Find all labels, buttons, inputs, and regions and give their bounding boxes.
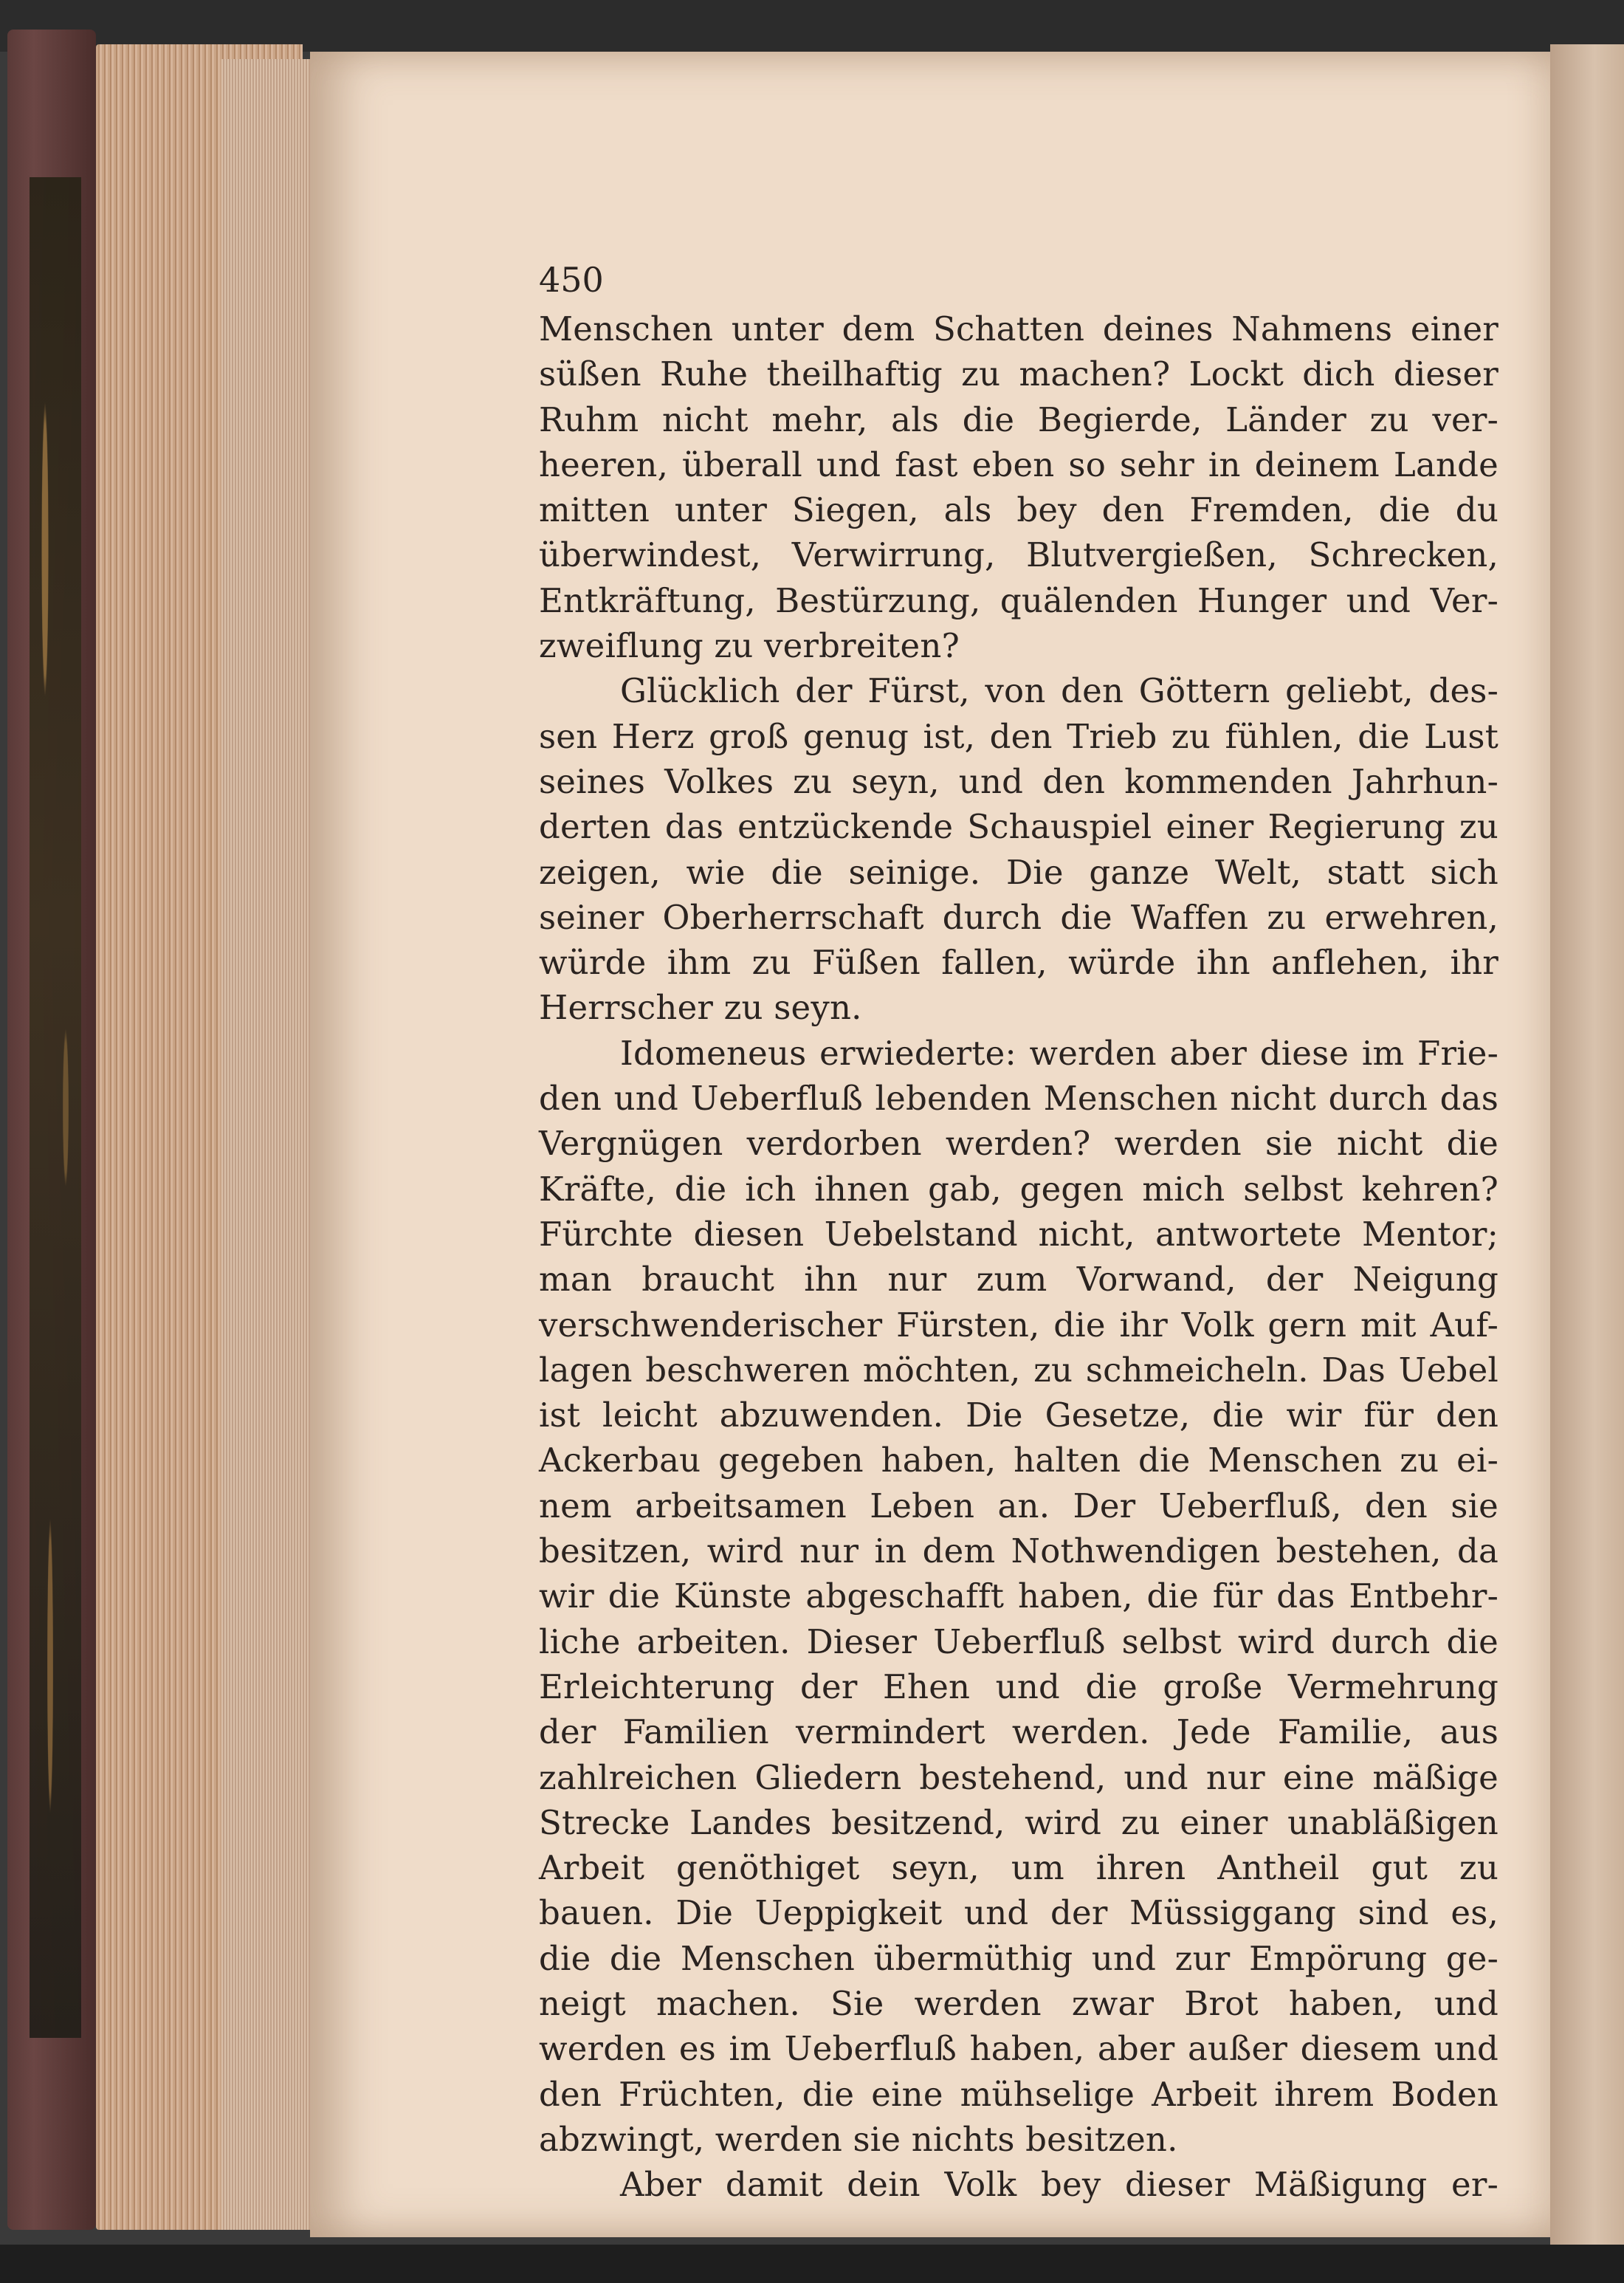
text-line: Idomeneus erwiederte: werden aber diese im Frie-	[620, 1033, 1499, 1073]
text-line: besitzen, wird nur in dem Nothwendigen bestehen, da	[539, 1531, 1499, 1571]
text-line: seiner Oberherrschaft durch die Waffen zu erwehren,	[539, 897, 1499, 937]
text-line: seines Volkes zu seyn, und den kommenden Jahrhun-	[539, 761, 1499, 801]
text-line: Kräfte, die ich ihnen gab, gegen mich selbst kehren?	[539, 1169, 1499, 1209]
text-line: Menschen unter dem Schatten deines Nahmens einer	[539, 309, 1499, 349]
marbled-endpaper	[30, 177, 81, 2038]
text-line: liche arbeiten. Dieser Ueberfluß selbst wird durch die	[539, 1621, 1499, 1661]
text-line: sen Herz groß genug ist, den Trieb zu fühlen, die Lust	[539, 716, 1499, 756]
text-line: überwindest, Verwirrung, Blutvergießen, Schrecken,	[539, 535, 1499, 575]
text-line: heeren, überall und fast eben so sehr in deinem Lande	[539, 444, 1499, 484]
text-line: Vergnügen verdorben werden? werden sie nicht die	[539, 1124, 1499, 1164]
text-line: Aber damit dein Volk bey dieser Mäßigung er-	[620, 2165, 1499, 2205]
text-line: bauen. Die Ueppigkeit und der Müssiggang sind es,	[539, 1893, 1499, 1933]
text-line: Glücklich der Fürst, von den Göttern geliebt, des-	[620, 671, 1499, 711]
text-line: Erleichterung der Ehen und die große Vermehrung	[539, 1666, 1499, 1706]
text-line: Herrscher zu seyn.	[539, 988, 862, 1028]
text-line: die die Menschen übermüthig und zur Empörung ge-	[539, 1938, 1499, 1978]
text-line: zahlreichen Gliedern bestehend, und nur eine mäßige	[539, 1757, 1499, 1797]
text-line: verschwenderischer Fürsten, die ihr Volk gern mit Auf-	[539, 1305, 1499, 1345]
text-line: derten das entzückende Schauspiel einer Regierung zu	[539, 807, 1499, 847]
text-line: zeigen, wie die seinige. Die ganze Welt, statt sich	[539, 852, 1499, 892]
text-line: man braucht ihn nur zum Vorwand, der Neigung	[539, 1260, 1499, 1300]
background-bottom	[0, 2245, 1624, 2283]
text-line: Fürchte diesen Uebelstand nicht, antwortete Mentor;	[539, 1214, 1499, 1254]
facing-page-edge	[1550, 44, 1624, 2245]
text-line: süßen Ruhe theilhaftig zu machen? Lockt dich dieser	[539, 354, 1499, 394]
text-line: den Früchten, die eine mühselige Arbeit ihrem Boden	[539, 2074, 1499, 2114]
text-line: lagen beschweren möchten, zu schmeicheln. Das Uebel	[539, 1350, 1499, 1390]
text-line: neigt machen. Sie werden zwar Brot haben, und	[539, 1983, 1499, 2023]
text-line: Strecke Landes besitzend, wird zu einer unabläßigen	[539, 1802, 1499, 1842]
page-number: 450	[539, 260, 604, 300]
text-line: nem arbeitsamen Leben an. Der Ueberfluß, den sie	[539, 1486, 1499, 1525]
text-line: wir die Künste abgeschafft haben, die für das Entbehr-	[539, 1576, 1499, 1616]
text-line: den und Ueberfluß lebenden Menschen nicht durch das	[539, 1079, 1499, 1119]
text-line: zweiflung zu verbreiten?	[539, 626, 960, 666]
text-line: abzwingt, werden sie nichts besitzen.	[539, 2119, 1178, 2159]
text-line: ist leicht abzuwenden. Die Gesetze, die wir für den	[539, 1395, 1499, 1435]
text-line: würde ihm zu Füßen fallen, würde ihn anflehen, ihr	[539, 943, 1499, 983]
text-line: der Familien vermindert werden. Jede Familie, aus	[539, 1712, 1499, 1752]
text-line: mitten unter Siegen, als bey den Fremden, die du	[539, 490, 1499, 530]
text-line: Ruhm nicht mehr, als die Begierde, Länder zu ver-	[539, 399, 1499, 439]
page-body-text	[539, 306, 1499, 2207]
text-line: werden es im Ueberfluß haben, aber außer diesem und	[539, 2029, 1499, 2069]
text-line: Entkräftung, Bestürzung, quälenden Hunger und Ver-	[539, 580, 1499, 620]
page-edges-inner	[221, 59, 317, 2230]
text-line: Ackerbau gegeben haben, halten die Menschen zu ei-	[539, 1441, 1499, 1480]
text-line: Arbeit genöthiget seyn, um ihren Antheil gut zu	[539, 1848, 1499, 1888]
